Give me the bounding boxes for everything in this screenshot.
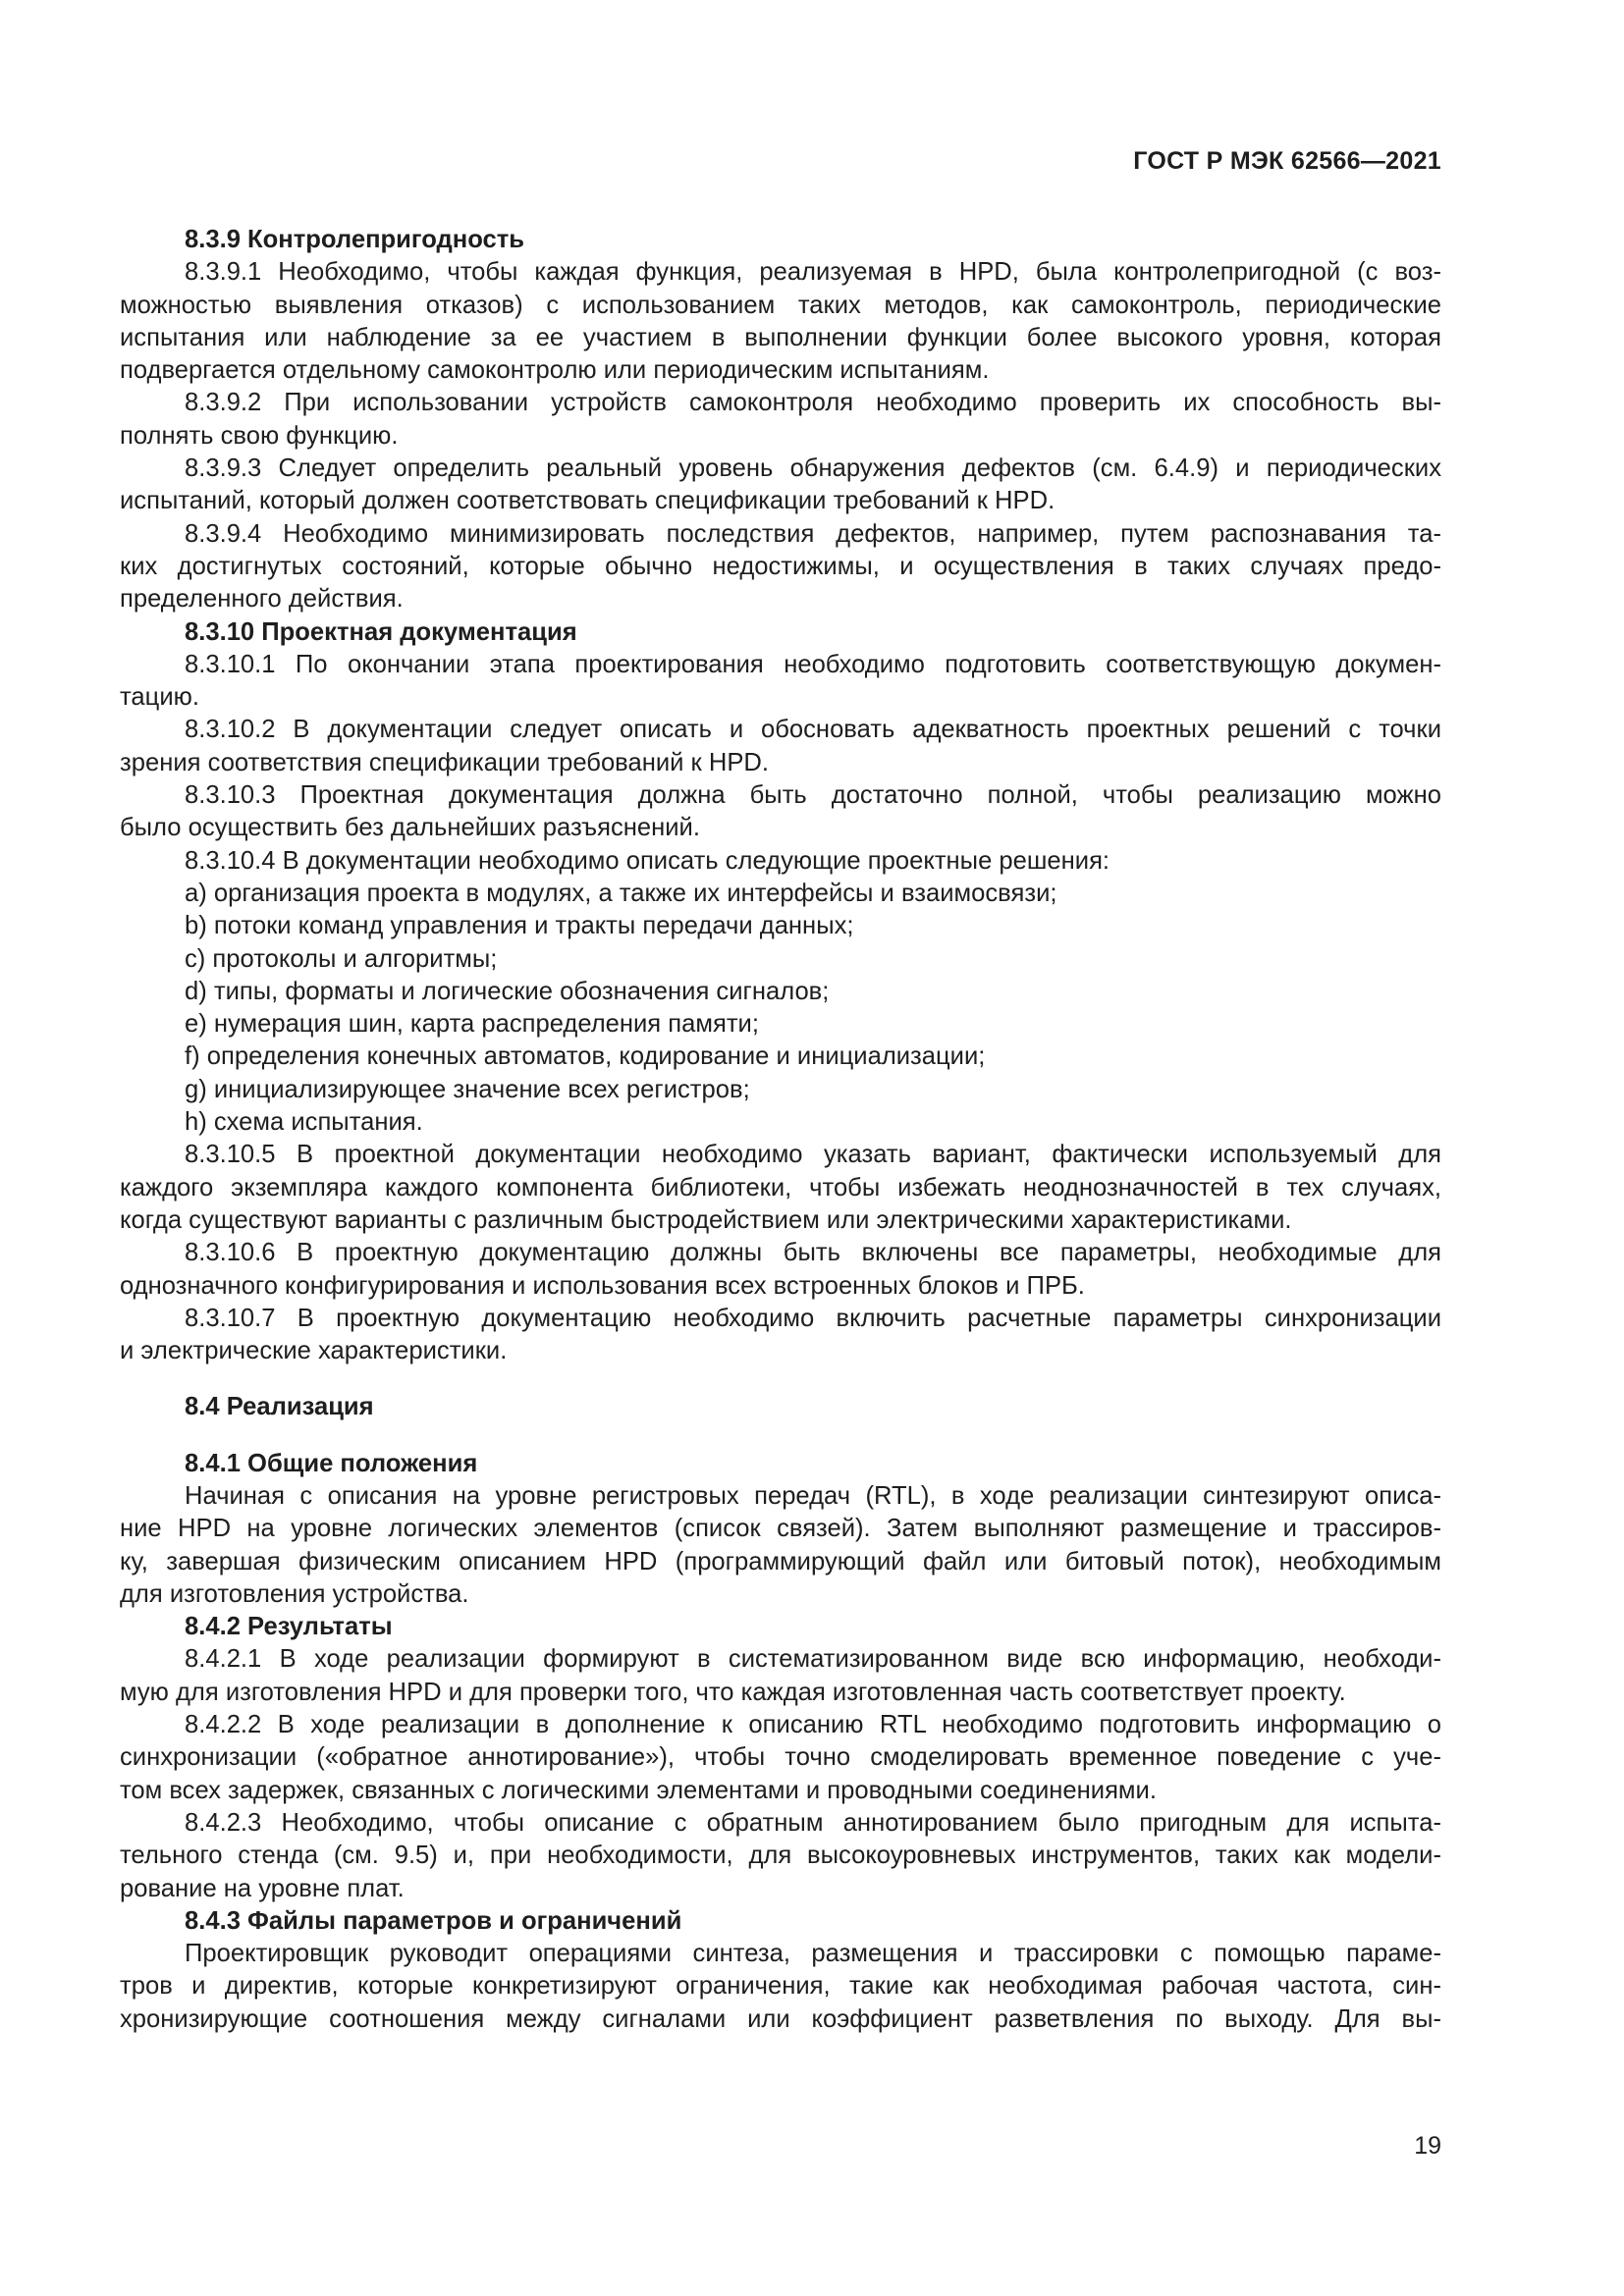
text-line: том всех задержек, связанных с логическими элементами и проводными соединениями. (120, 1776, 1157, 1804)
text-line: полнять свою функцию. (120, 421, 399, 450)
text-line: 8.4.2.2 В ходе реализации в дополнение к описанию RTL необходимо подготовить информацию о (185, 1711, 1441, 1739)
section-heading: 8.4.2 Результаты (185, 1613, 393, 1641)
text-line: синхронизации («обратное аннотирование»), чтобы точно смоделировать временное поведение с уче- (120, 1743, 1441, 1772)
text-line: b) потоки команд управления и тракты передачи данных; (185, 912, 854, 940)
text-line: мую для изготовления HPD и для проверки того, что каждая изготовленная часть соответствует проекту. (120, 1678, 1346, 1706)
section-heading: 8.3.9 Контролепригодность (185, 226, 525, 253)
text-line: зрения соответствия спецификации требований к HPD. (120, 748, 770, 776)
text-line: тацию. (120, 683, 199, 712)
text-line: a) организация проекта в модулях, а также их интерфейсы и взаимосвязи; (185, 879, 1057, 907)
text-line: рование на уровне плат. (120, 1874, 405, 1902)
text-line: 8.4.2.3 Необходимо, чтобы описание с обратным аннотированием было пригодным для испыта- (185, 1808, 1441, 1837)
text-line: g) инициализирующее значение всех регистров; (185, 1075, 750, 1103)
text-line: однозначного конфигурирования и использования всех встроенных блоков и ПРБ. (120, 1271, 1085, 1300)
text-line: Начиная с описания на уровне регистровых передач (RTL), в ходе реализации синтезируют описа- (185, 1481, 1441, 1510)
section-heading: 8.3.10 Проектная документация (185, 617, 577, 646)
text-line: 8.4.2.1 В ходе реализации формируют в систематизированном виде всю информацию, необходи- (185, 1645, 1441, 1674)
text-line: 8.3.10.3 Проектная документация должна быть достаточно полной, чтобы реализацию можно (185, 781, 1441, 810)
text-line: ких достигнутых состояний, которые обычно недостижимы, и осуществления в таких случаях предо- (120, 552, 1441, 580)
text-line: 8.3.10.1 По окончании этапа проектирования необходимо подготовить соответствующую докумен- (185, 650, 1441, 678)
text-line: было осуществить без дальнейших разъяснений. (120, 814, 700, 842)
text-line: 8.3.10.2 В документации следует описать и обосновать адекватность проектных решений с точки (185, 716, 1441, 744)
section-spacer (120, 1424, 1441, 1448)
document-code-header: ГОСТ Р МЭК 62566—2021 (1133, 147, 1441, 175)
text-line: подвергается отдельному самоконтролю или периодическим испытаниям. (120, 356, 990, 385)
text-line: 8.3.9.2 При использовании устройств самоконтроля необходимо проверить их способность вы- (185, 389, 1441, 417)
text-line: пределенного действия. (120, 585, 404, 614)
text-line: тельного стенда (см. 9.5) и, при необходимости, для высокоуровневых инструментов, таких как модели- (120, 1842, 1441, 1870)
text-line: для изготовления устройства. (120, 1579, 469, 1608)
text-line: 8.3.10.4 В документации необходимо описать следующие проектные решения: (185, 846, 1110, 875)
text-line: хронизирующие соотношения между сигналами или коэффициент разветвления по выходу. Для вы- (120, 2004, 1441, 2033)
text-line: испытаний, который должен соответствовать спецификации требований к HPD. (120, 487, 1056, 515)
text-line: h) схема испытания. (185, 1108, 423, 1137)
text-line: можностью выявления отказов) с использованием таких методов, как самоконтроль, периодические (120, 291, 1441, 319)
text-line: когда существуют варианты с различным быстродействием или электрическими характеристиками. (120, 1205, 1292, 1234)
text-line: e) нумерация шин, карта распределения памяти; (185, 1010, 759, 1039)
text-line: 8.3.10.5 В проектной документации необходимо указать вариант, фактически используемый для (185, 1141, 1441, 1169)
text-line: ние HPD на уровне логических элементов (список связей). Затем выполняют размещение и трассиров- (120, 1515, 1441, 1543)
section-heading: 8.4.1 Общие положения (185, 1449, 478, 1477)
text-line: 8.3.9.4 Необходимо минимизировать последствия дефектов, например, путем распознавания та- (185, 519, 1441, 548)
text-line: 8.3.9.3 Следует определить реальный уровень обнаружения дефектов (см. 6.4.9) и периодических (185, 454, 1441, 483)
section-heading: 8.4.3 Файлы параметров и ограничений (185, 1906, 682, 1935)
text-line: ку, завершая физическим описанием HPD (программирующий файл или битовый поток), необходимым (120, 1547, 1441, 1575)
text-line: каждого экземпляра каждого компонента библиотеки, чтобы избежать неоднозначностей в тех случаях, (120, 1173, 1441, 1201)
section-spacer (120, 1367, 1441, 1391)
text-line: 8.3.10.7 В проектную документацию необходимо включить расчетные параметры синхронизации (185, 1304, 1441, 1332)
page-body (120, 224, 1441, 2036)
section-heading: 8.4 Реализация (185, 1393, 374, 1421)
text-line: f) определения конечных автоматов, кодирование и инициализации; (185, 1042, 986, 1071)
text-line: Проектировщик руководит операциями синтеза, размещения и трассировки с помощью параме- (185, 1940, 1441, 1968)
text-line: c) протоколы и алгоритмы; (185, 944, 498, 973)
text-line: испытания или наблюдение за ее участием в выполнении функции более высокого уровня, которая (120, 323, 1441, 351)
text-line: 8.3.10.6 В проектную документацию должны быть включены все параметры, необходимые для (185, 1239, 1441, 1267)
text-line: 8.3.9.1 Необходимо, чтобы каждая функция, реализуемая в HPD, была контролепригодной (с воз- (185, 258, 1441, 287)
page-number: 19 (1414, 2132, 1441, 2160)
text-line: d) типы, форматы и логические обозначения сигналов; (185, 977, 830, 1005)
text-line: и электрические характеристики. (120, 1337, 508, 1365)
text-line: тров и директив, которые конкретизируют ограничения, такие как необходимая рабочая частота, син- (120, 1972, 1441, 2001)
